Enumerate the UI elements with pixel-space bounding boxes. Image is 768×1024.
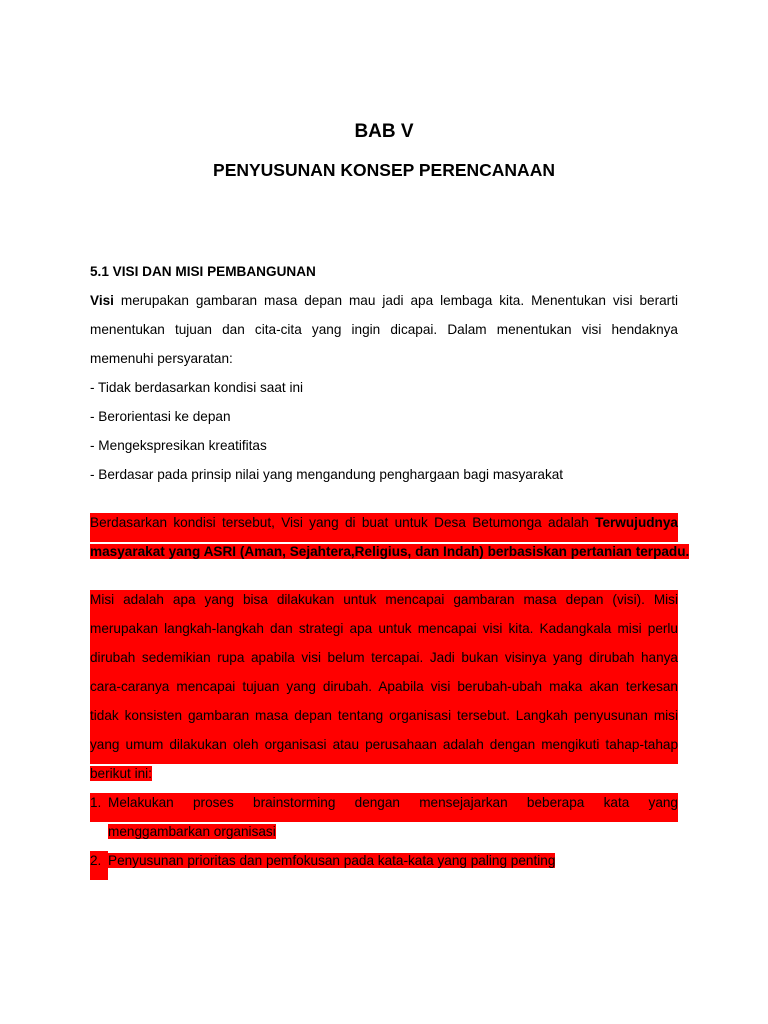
visi-paragraph-line: menentukan tujuan dan cita-cita yang ingin dicapai. Dalam menentukan visi hendaknya xyxy=(90,322,678,337)
chapter-title: PENYUSUNAN KONSEP PERENCANAAN xyxy=(213,160,555,180)
misi-term: Misi xyxy=(90,592,115,607)
requirement-item: - Mengekspresikan kreatifitas xyxy=(90,438,267,453)
misi-paragraph-line: berikut ini: xyxy=(90,766,152,781)
step-number: 1. xyxy=(90,793,108,822)
visi-statement-line: Berdasarkan kondisi tersebut, Visi yang di buat untuk Desa Betumonga adalah Terwujudnya xyxy=(90,513,678,542)
misi-paragraph-line: merupakan langkah-langkah dan strategi apa untuk mencapai visi kita. Kadangkala misi perlu xyxy=(90,619,678,648)
step-text: Penyusunan prioritas dan pemfokusan pada kata-kata yang paling penting xyxy=(108,853,556,868)
misi-step xyxy=(90,851,678,880)
chapter-heading: BAB V xyxy=(354,121,414,142)
step-number: 2. xyxy=(90,851,108,880)
requirement-item: - Berdasar pada prinsip nilai yang mengandung penghargaan bagi masyarakat xyxy=(90,467,564,482)
misi-step xyxy=(90,793,678,851)
visi-paragraph-line: Visi merupakan gambaran masa depan mau jadi apa lembaga kita. Menentukan visi berarti xyxy=(90,293,678,308)
requirement-item: - Tidak berdasarkan kondisi saat ini xyxy=(90,380,304,395)
step-text: Melakukan proses brainstorming dengan mensejajarkan beberapa kata yang xyxy=(108,793,678,822)
visi-statement-line: masyarakat yang ASRI (Aman, Sejahtera,Religius, dan Indah) berbasiskan pertanian terpadu. xyxy=(90,544,690,559)
misi-paragraph-line: cara-caranya mencapai tujuan yang dirubah. Apabila visi berubah-ubah maka akan terkesan xyxy=(90,677,678,706)
visi-term: Visi xyxy=(90,293,114,308)
misi-paragraph-line: dirubah sedemikian rupa apabila visi belum tercapai. Jadi bukan visinya yang dirubah hanya xyxy=(90,648,678,677)
requirement-item: - Berorientasi ke depan xyxy=(90,409,231,424)
misi-paragraph-line: yang umum dilakukan oleh organisasi atau perusahaan adalah dengan mengikuti tahap-tahap xyxy=(90,735,678,764)
step-text: menggambarkan organisasi xyxy=(108,824,276,839)
section-title: 5.1 VISI DAN MISI PEMBANGUNAN xyxy=(90,264,316,279)
visi-paragraph-line: memenuhi persyaratan: xyxy=(90,351,233,366)
misi-paragraph-line: tidak konsisten gambaran masa depan tentang organisasi tersebut. Langkah penyusunan misi xyxy=(90,706,678,735)
section-content xyxy=(90,262,690,880)
misi-paragraph-line: Misi adalah apa yang bisa dilakukan untuk mencapai gambaran masa depan (visi). Misi xyxy=(90,590,678,619)
